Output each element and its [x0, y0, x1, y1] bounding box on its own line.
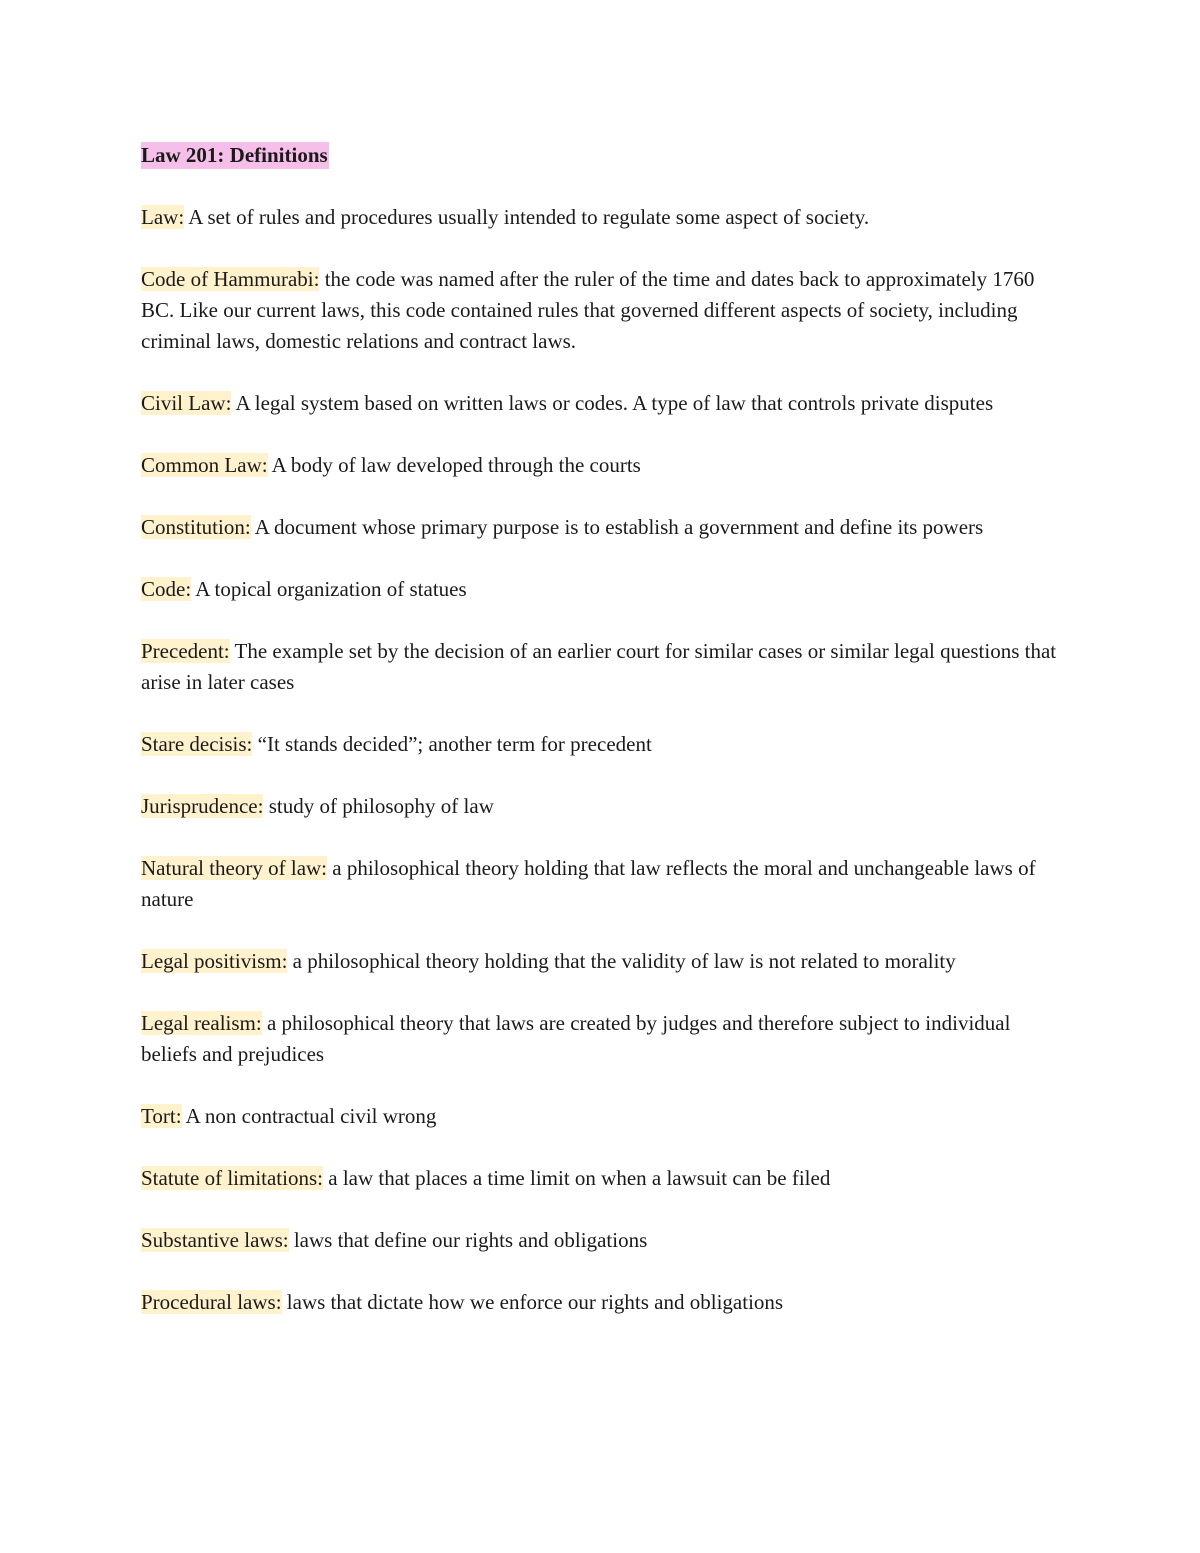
definition: A legal system based on written laws or codes. A type of law that controls private disputes	[231, 391, 994, 415]
definition-tort	[141, 1101, 1071, 1132]
definition: A set of rules and procedures usually intended to regulate some aspect of society.	[184, 205, 870, 229]
definition: a philosophical theory holding that law reflects the moral and unchangeable laws of nature	[141, 856, 1036, 911]
definition-code	[141, 574, 1071, 605]
document-title-text: Law 201: Definitions	[141, 143, 328, 167]
definition: laws that dictate how we enforce our rights and obligations	[281, 1290, 784, 1314]
term: Precedent:	[141, 639, 230, 663]
term: Statute of limitations:	[141, 1166, 323, 1190]
definition: The example set by the decision of an earlier court for similar cases or similar legal questions that arise in later cases	[141, 639, 1057, 694]
definition-civil-law	[141, 388, 1071, 419]
document-page	[141, 140, 1071, 1349]
definition: a philosophical theory that laws are created by judges and therefore subject to individual beliefs and prejudices	[141, 1011, 1011, 1066]
term: Substantive laws:	[141, 1228, 289, 1252]
term: Natural theory of law:	[141, 856, 328, 880]
definition-precedent	[141, 636, 1071, 698]
definition-statute-of-limitations	[141, 1163, 1071, 1194]
document-title	[141, 140, 1071, 171]
definition-constitution	[141, 512, 1071, 543]
term: Code:	[141, 577, 192, 601]
definition-procedural-laws	[141, 1287, 1071, 1318]
term: Common Law:	[141, 453, 268, 477]
term: Stare decisis:	[141, 732, 253, 756]
definition: study of philosophy of law	[263, 794, 494, 818]
term: Law:	[141, 205, 185, 229]
term: Code of Hammurabi:	[141, 267, 320, 291]
term: Jurisprudence:	[141, 794, 264, 818]
term: Tort:	[141, 1104, 182, 1128]
term: Civil Law:	[141, 391, 232, 415]
definition: the code was named after the ruler of the time and dates back to approximately 1760 BC. Like our current laws, this code contained rules that governed different aspects of society, including criminal laws, domestic relations and contract laws.	[141, 267, 1035, 353]
definition: a law that places a time limit on when a lawsuit can be filed	[323, 1166, 831, 1190]
definition: A document whose primary purpose is to establish a government and define its powers	[250, 515, 984, 539]
definition: A non contractual civil wrong	[181, 1104, 437, 1128]
definition-stare-decisis	[141, 729, 1071, 760]
term: Constitution:	[141, 515, 251, 539]
term: Legal realism:	[141, 1011, 262, 1035]
definition-substantive-laws	[141, 1225, 1071, 1256]
definition-common-law	[141, 450, 1071, 481]
definition-jurisprudence	[141, 791, 1071, 822]
definition-code-of-hammurabi	[141, 264, 1071, 357]
definition: A body of law developed through the courts	[267, 453, 641, 477]
term: Legal positivism:	[141, 949, 288, 973]
term: Procedural laws:	[141, 1290, 282, 1314]
definition: “It stands decided”; another term for precedent	[252, 732, 652, 756]
definition-natural-theory-of-law	[141, 853, 1071, 915]
definition-legal-realism	[141, 1008, 1071, 1070]
definition-law	[141, 202, 1071, 233]
definition: a philosophical theory holding that the validity of law is not related to morality	[287, 949, 956, 973]
definition: A topical organization of statues	[191, 577, 467, 601]
definition: laws that define our rights and obligations	[288, 1228, 648, 1252]
definition-legal-positivism	[141, 946, 1071, 977]
